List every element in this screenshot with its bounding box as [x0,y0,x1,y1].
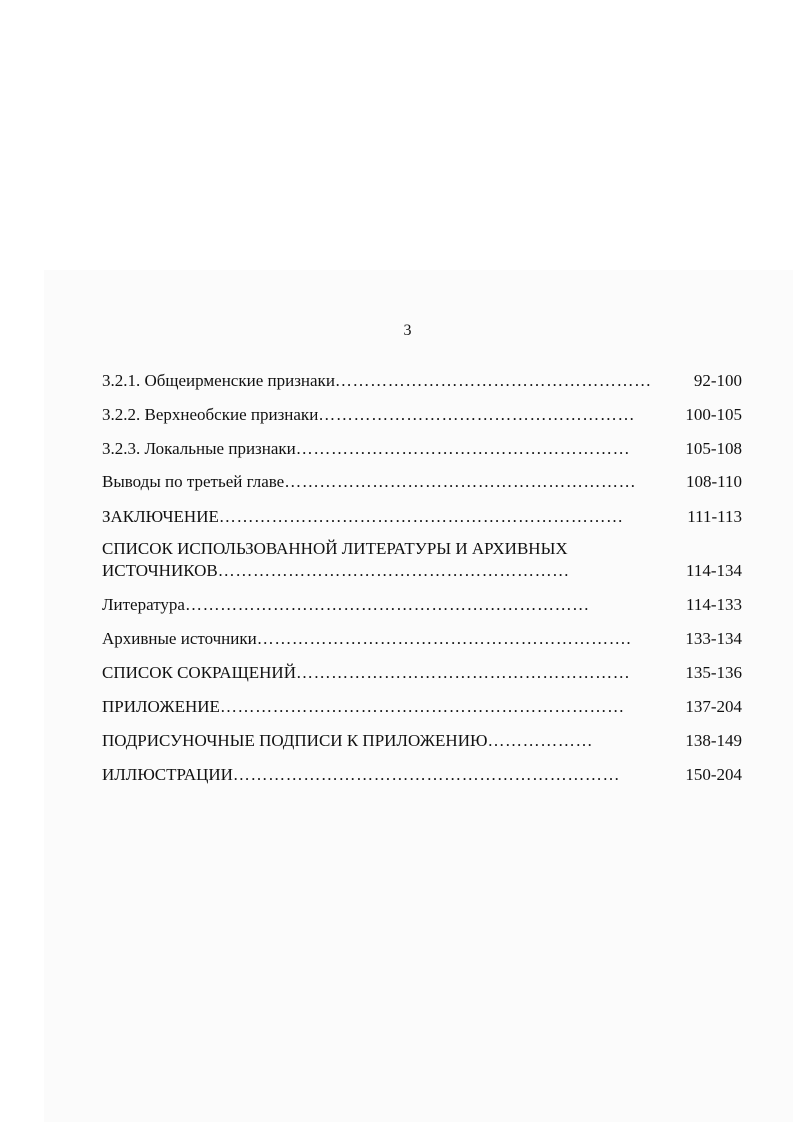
leader-dots: …………………………………………………………… [219,697,625,716]
toc-entry-title [102,662,650,684]
toc-entry-title [102,628,654,650]
toc-entry-title [102,696,654,718]
toc-entry-abbreviations [102,662,742,684]
toc-entry-title [102,438,647,460]
toc-entry-pages: 92-100 [693,371,742,390]
toc-title-text: ПОДРИСУНОЧНЫЕ ПОДПИСИ К ПРИЛОЖЕНИЮ [102,731,488,750]
leader-dots: ………………………………………………… [295,439,631,458]
toc-entry-conclusions [102,471,742,493]
leader-dots: ………………………………………………………… [232,765,621,784]
toc-entry-3-2-3 [102,438,742,460]
leader-dots: …………………………………………………………… [184,595,590,614]
leader-dots: ………………………………………………………. [256,629,632,648]
toc-title-text: 3.2.2. Верхнеобские признаки [102,405,319,424]
toc-entry-title [102,471,654,493]
toc-title-text: ИСТОЧНИКОВ [102,561,218,580]
toc-title-text: 3.2.1. Общеирменские признаки [102,371,335,390]
toc-entry-conclusion [102,506,742,528]
leader-dots: ……………… [487,731,594,750]
leader-dots: …………………………………………………………… [218,507,624,526]
toc-title-text: ПРИЛОЖЕНИЕ [102,697,220,716]
toc-entry-pages: 150-204 [685,765,742,784]
toc-title-text: Литература [102,595,185,614]
toc-title-text: ЗАКЛЮЧЕНИЕ [102,507,219,526]
toc-entry-pages: 105-108 [685,439,742,458]
toc-entry-title [102,370,662,392]
toc-entry-pages: 114-133 [685,595,742,614]
toc-entry-title [102,506,654,528]
toc-entry-title [102,404,654,426]
toc-entry-captions [102,730,742,752]
toc-entry-pages: 108-110 [685,472,742,491]
toc-entry-title [102,730,654,752]
leader-dots: …………………………………………………… [284,472,637,491]
toc-title-text: Архивные источники [102,629,257,648]
toc-entry-appendix [102,696,742,718]
toc-entry-pages: 114-134 [685,561,742,580]
toc-entry-pages: 137-204 [685,697,742,716]
toc-entry-3-2-2 [102,404,742,426]
toc-entry-pages: 111-113 [687,507,742,526]
leader-dots: …………………………………………………… [217,561,570,580]
leader-dots: ……………………………………………… [334,371,652,390]
leader-dots: ………………………………………………… [295,663,631,682]
toc-title-text: 3.2.3. Локальные признаки [102,439,296,458]
toc-title-text: ИЛЛЮСТРАЦИИ [102,765,233,784]
toc-entry-literature [102,594,742,616]
toc-entry-bibliography [102,538,742,582]
toc-title-text: СПИСОК СОКРАЩЕНИЙ [102,663,296,682]
toc-entry-pages: 138-149 [685,731,742,750]
toc-entry-pages: 135-136 [685,663,742,682]
toc-entry-archival-sources [102,628,742,650]
toc-entry-pages: 133-134 [685,629,742,648]
leader-dots: ……………………………………………… [318,405,636,424]
toc-entry-title [102,764,654,786]
toc-entry-illustrations [102,764,742,786]
toc-entry-3-2-1 [102,370,742,392]
toc-entry-pages: 100-105 [685,405,742,424]
toc-entry-title [102,594,654,616]
toc-entry-title [102,538,647,582]
page-number: 3 [403,322,412,339]
toc-title-text: Выводы по третьей главе [102,472,285,491]
toc-title-line-1: СПИСОК ИСПОЛЬЗОВАННОЙ ЛИТЕРАТУРЫ И АРХИВНЫХ [102,539,568,558]
